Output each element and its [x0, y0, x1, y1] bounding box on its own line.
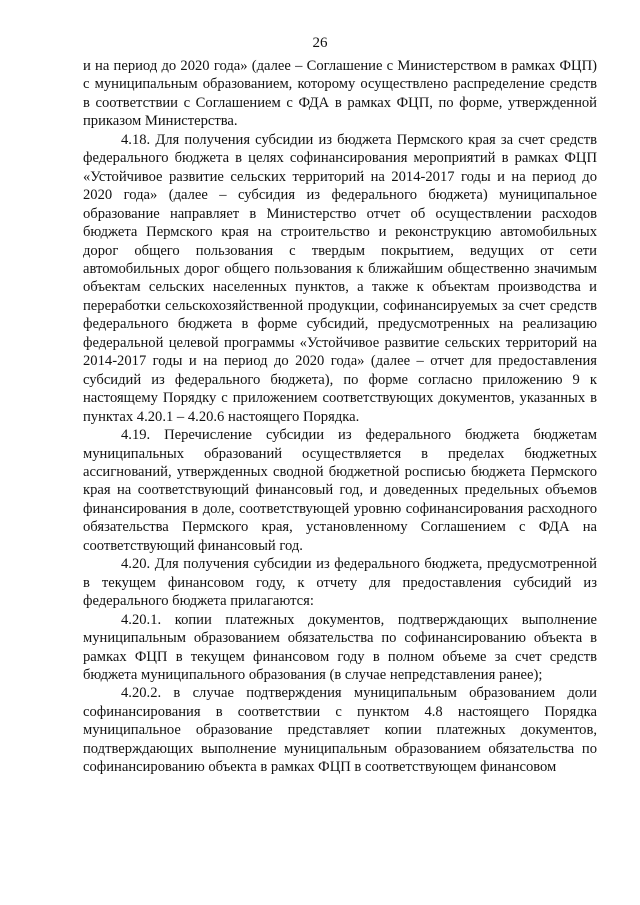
paragraph-4-19: 4.19. Перечисление субсидии из федерального бюджета бюджетам муниципальных образований осуществляется в пределах бюджетных ассигнований, утвержденных сводной бюджетной росписью бюджета Пермского края на соответствующий финансовый год, и доведенных предельных объемов финансирования в доле, соответствующей уровню софинансирования расходного обязательства Пермского края, установленному Соглашением с ФДА на соответствующий финансовый год.: [83, 427, 597, 554]
paragraph-4-20-1: 4.20.1. копии платежных документов, подтверждающих выполнение муниципальным образованием обязательства по софинансированию объекта в рамках ФЦП в текущем финансовом году в полном объеме за счет средств бюджета муниципального образования (в случае непредставления ранее);: [83, 611, 597, 683]
page-number: 26: [312, 35, 328, 51]
paragraph-continuation: и на период до 2020 года» (далее – Соглашение с Министерством в рамках ФЦП) с муниципальным образованием, которому осуществлено распределение средств в соответствии с Соглашением с ФДА в рамках ФЦП, по форме, утвержденной приказом Министерства.: [83, 58, 597, 130]
paragraph-4-20-2: 4.20.2. в случае подтверждения муниципальным образованием доли софинансирования в соответствии с пунктом 4.8 настоящего Порядка муниципальное образование представляет копии платежных документов, подтверждающих выполнение муниципальным образованием обязательства по софинансированию объекта в рамках ФЦП в соответствующем финансовом: [83, 685, 597, 776]
document-body: [83, 57, 597, 777]
paragraph-4-18: 4.18. Для получения субсидии из бюджета Пермского края за счет средств федерального бюджета в целях софинансирования мероприятий в рамках ФЦП «Устойчивое развитие сельских территорий на 2014-2017 годы и на период до 2020 года» (далее – субсидия из федерального бюджета) муниципальное образование направляет в Министерство отчет об осуществлении расходов бюджета Пермского края на строительство и реконструкцию автомобильных дорог общего пользования с твердым покрытием, ведущих от сети автомобильных дорог общего пользования к ближайшим общественно значимым объектам сельских населенных пунктов, а также к объектам производства и переработки сельскохозяйственной продукции, софинансируемых за счет средств федерального бюджета в форме субсидий, предусмотренных на реализацию федеральной целевой программы «Устойчивое развитие сельских территорий на 2014-2017 годы и на период до 2020 года» (далее – отчет для предоставления субсидий из федерального бюджета), по форме согласно приложению 9 к настоящему Порядку с приложением соответствующих документов, указанных в пунктах 4.20.1 – 4.20.6 настоящего Порядка.: [83, 131, 597, 425]
paragraph-4-20: 4.20. Для получения субсидии из федерального бюджета, предусмотренной в текущем финансовом году, к отчету для предоставления субсидий из федерального бюджета прилагаются:: [83, 556, 597, 610]
